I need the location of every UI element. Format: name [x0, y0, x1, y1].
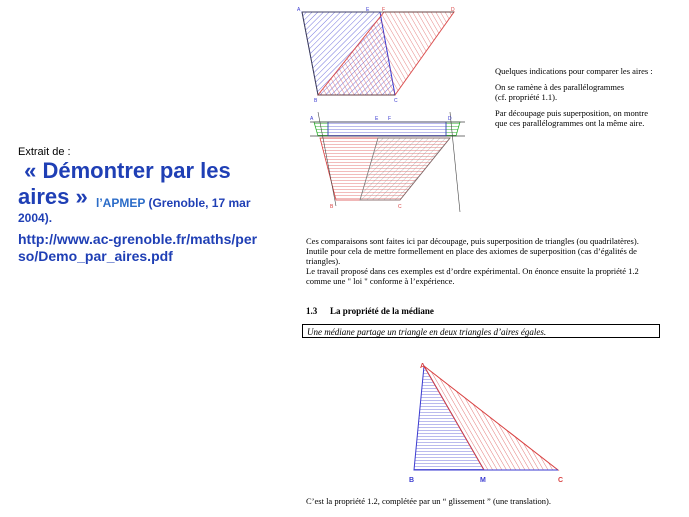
label-bottom-M: M	[480, 477, 486, 484]
conclusion-text: C’est la propriété 1.2, complétée par un “ glissement ” (une translation).	[306, 496, 552, 506]
top-figure	[290, 0, 475, 110]
title-line-1: « Démontrer par les	[24, 158, 231, 183]
title-line-2: aires »	[18, 184, 88, 209]
label-mid-C: C	[398, 204, 402, 210]
url-line-2: so/Demo_par_aires.pdf	[18, 248, 173, 264]
label-top-D: D	[451, 7, 455, 13]
label-top-A: A	[297, 7, 301, 13]
side-notes-heading: Quelques indications pour comparer les aires :	[495, 66, 653, 76]
source-citation	[18, 196, 288, 226]
label-mid-F: F	[388, 116, 392, 122]
extract-label: Extrait de :	[18, 146, 71, 158]
section-number: 1.3	[306, 306, 318, 316]
explain-line-1: Ces comparaisons sont faites ici par découpage, puis superposition de triangles (ou quadrilatères).	[306, 236, 639, 246]
label-top-C: C	[394, 98, 398, 104]
property-statement-box: Une médiane partage un triangle en deux triangles d’aires égales.	[302, 324, 660, 338]
label-top-F: F	[382, 7, 386, 13]
middle-figure	[300, 108, 480, 216]
explain-line-4: Le travail proposé dans ces exemples est d’ordre expérimental. On énonce ensuite la propriété 1.2	[306, 266, 639, 276]
side-notes-p1-line2: (cf. propriété 1.1).	[495, 92, 558, 102]
label-mid-E: E	[375, 116, 379, 122]
label-top-E: E	[366, 7, 370, 13]
url-line-1: http://www.ac-grenoble.fr/maths/per	[18, 231, 258, 247]
label-bottom-C: C	[558, 477, 564, 484]
explanation-paragraph	[306, 236, 676, 286]
label-bottom-B: B	[409, 477, 415, 484]
side-notes-p1-line1: On se ramène à des parallélogrammes	[495, 82, 625, 92]
median-triangle-figure	[400, 358, 580, 488]
section-heading	[306, 306, 434, 316]
label-mid-A: A	[310, 116, 314, 122]
explain-line-2: Inutile pour cela de mettre formellement en place des axiomes de superposition (cas d’égalités de	[306, 246, 637, 256]
section-title: La propriété de la médiane	[330, 306, 434, 316]
source-year: 2004).	[18, 211, 53, 225]
source-org: l’APMEP	[96, 196, 146, 210]
side-notes	[495, 66, 680, 134]
source-rest: (Grenoble, 17 mar	[148, 196, 251, 210]
label-top-B: B	[314, 98, 318, 104]
label-bottom-A: A	[420, 363, 426, 370]
side-notes-p2-line1: Par découpage puis superposition, on montre	[495, 108, 648, 118]
source-url[interactable]	[18, 231, 293, 265]
label-mid-B: B	[330, 204, 334, 210]
side-notes-p2-line2: que ces parallélogrammes ont la même aire.	[495, 118, 645, 128]
explain-line-3: triangles).	[306, 256, 341, 266]
label-mid-D: D	[448, 116, 452, 122]
explain-line-5: comme une " loi " conforme à l’expérience.	[306, 276, 455, 286]
